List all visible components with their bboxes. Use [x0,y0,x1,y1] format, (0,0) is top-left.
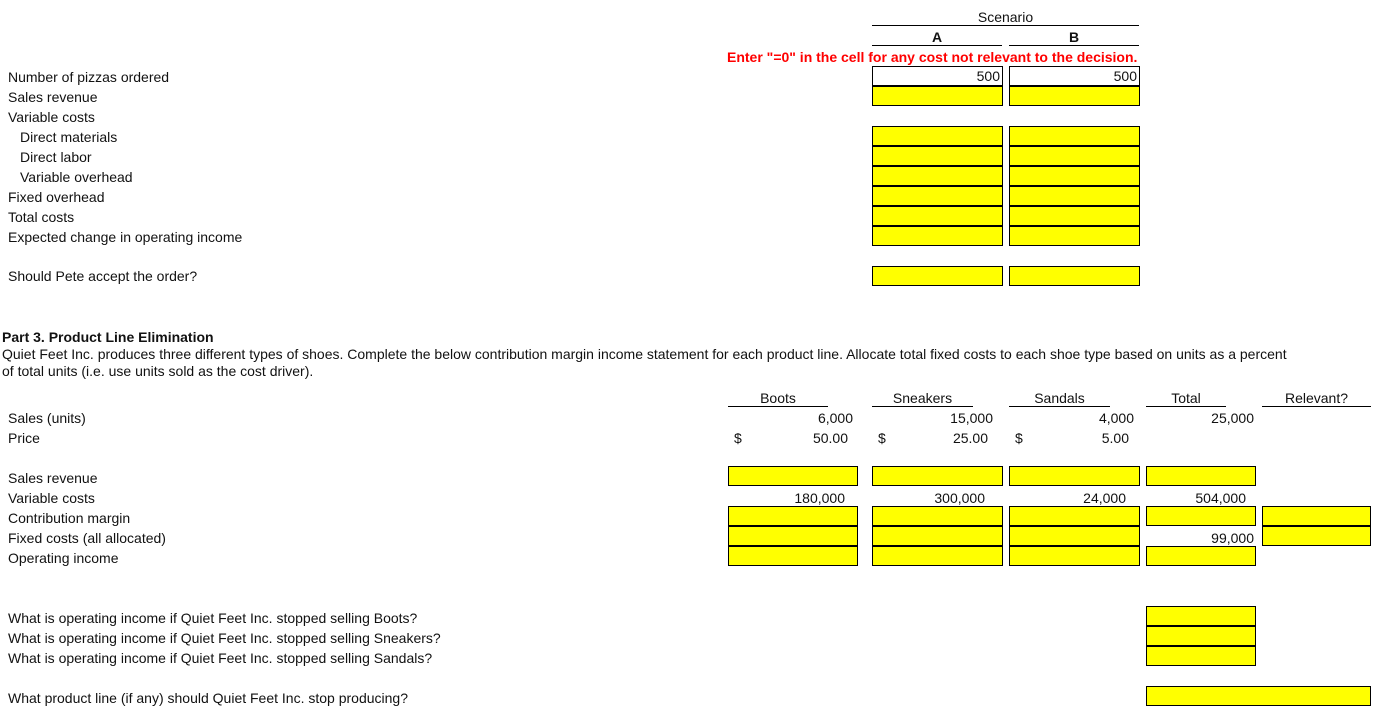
pizzas-a-input[interactable] [872,66,1003,86]
scenario-a-input[interactable] [872,186,1003,206]
currency-symbol: $ [1015,430,1023,446]
units-sneakers: 15,000 [950,410,993,426]
divider [1262,406,1371,407]
row-label: Number of pizzas ordered [8,69,170,85]
scenario-a-header: A [931,29,943,45]
column-header-boots: Boots [760,390,796,406]
part3-title: Part 3. Product Line Elimination [2,329,214,345]
question-answer-input[interactable] [1146,646,1256,666]
scenario-b-input[interactable] [1009,206,1140,226]
column-header-total: Total [1171,390,1201,406]
operating-income-input-boots[interactable] [728,546,858,566]
column-header-relevant: Relevant? [1284,390,1349,406]
divider [1009,406,1110,407]
instruction-text: Enter "=0" in the cell for any cost not relevant to the decision. [727,49,1138,65]
part3-description-2: of total units (i.e. use units sold as the cost driver). [2,363,314,379]
scenario-a-input[interactable] [872,146,1003,166]
scenario-b-input[interactable] [1009,226,1140,246]
operating-income-input-total[interactable] [1146,546,1256,566]
scenario-a-input[interactable] [872,206,1003,226]
scenario-b-input[interactable] [1009,126,1140,146]
sales-revenue-input-sandals[interactable] [1009,466,1140,486]
operating-income-input-sneakers[interactable] [872,546,1003,566]
row-label: Fixed overhead [8,189,105,205]
contribution-margin-input-sandals[interactable] [1009,506,1140,526]
price-sandals: 5.00 [1101,430,1129,446]
sales-revenue-input-boots[interactable] [728,466,858,486]
variable-costs-total: 504,000 [1195,490,1246,506]
fixed-costs-input-boots[interactable] [728,526,858,546]
row-label: Fixed costs (all allocated) [8,530,166,546]
row-label: Direct materials [20,129,118,145]
contribution-margin-input-sneakers[interactable] [872,506,1003,526]
question-label: What is operating income if Quiet Feet Inc. stopped selling Sandals? [8,650,433,666]
fixed-costs-total: 99,000 [1211,530,1254,546]
row-label: Variable costs [8,109,95,125]
column-header-sandals: Sandals [1034,390,1085,406]
currency-symbol: $ [878,430,886,446]
row-label: Operating income [8,550,119,566]
fixed-costs-input-sandals[interactable] [1009,526,1140,546]
column-header-sneakers: Sneakers [892,390,953,406]
accept-order-question: Should Pete accept the order? [8,268,198,284]
variable-costs-boots: 180,000 [794,490,845,506]
scenario-header: Scenario [977,9,1034,25]
question-label: What is operating income if Quiet Feet Inc. stopped selling Sneakers? [8,630,441,646]
divider [1009,45,1139,46]
row-label: Sales revenue [8,89,98,105]
row-label: Variable overhead [20,169,133,185]
question-label: What is operating income if Quiet Feet Inc. stopped selling Boots? [8,610,418,626]
row-label: Variable costs [8,490,95,506]
question-answer-input[interactable] [1146,626,1256,646]
contribution-margin-input-relevant[interactable] [1262,506,1371,526]
row-label: Direct labor [20,149,92,165]
scenario-a-input[interactable] [872,226,1003,246]
variable-costs-sandals: 24,000 [1083,490,1126,506]
scenario-a-input[interactable] [872,86,1003,106]
pizzas-b-value: 500 [1113,68,1137,84]
operating-income-input-sandals[interactable] [1009,546,1140,566]
variable-costs-sneakers: 300,000 [934,490,985,506]
scenario-a-input[interactable] [872,126,1003,146]
question-answer-input[interactable] [1146,606,1256,626]
final-answer-input[interactable] [1146,686,1371,706]
final-question-label: What product line (if any) should Quiet Feet Inc. stop producing? [8,690,408,706]
accept-b-input[interactable] [1009,266,1140,286]
pizzas-a-value: 500 [976,68,1000,84]
contribution-margin-input-total[interactable] [1146,506,1256,526]
scenario-b-input[interactable] [1009,146,1140,166]
divider [872,45,1002,46]
scenario-b-input[interactable] [1009,86,1140,106]
price-sneakers: 25.00 [952,430,988,446]
scenario-b-input[interactable] [1009,166,1140,186]
units-sandals: 4,000 [1098,410,1134,426]
divider [872,25,1139,26]
pizzas-b-input[interactable] [1009,66,1140,86]
accept-a-input[interactable] [872,266,1003,286]
scenario-b-input[interactable] [1009,186,1140,206]
scenario-b-header: B [1068,29,1080,45]
scenario-a-input[interactable] [872,166,1003,186]
contribution-margin-input-boots[interactable] [728,506,858,526]
row-label: Total costs [8,209,75,225]
divider [1146,406,1226,407]
currency-symbol: $ [734,430,742,446]
units-boots: 6,000 [817,410,853,426]
part3-description: Quiet Feet Inc. produces three different types of shoes. Complete the below contribution margin income statement for each product line. Allocate total fixed costs to each shoe type based on units as a percent [2,346,1287,362]
row-label: Sales revenue [8,470,98,486]
fixed-costs-input-sneakers[interactable] [872,526,1003,546]
row-label: Expected change in operating income [8,229,243,245]
price-boots: 50.00 [812,430,848,446]
row-label: Sales (units) [8,410,86,426]
divider [872,406,973,407]
row-label: Price [8,430,40,446]
row-label: Contribution margin [8,510,131,526]
fixed-costs-relevant-input[interactable] [1262,526,1371,546]
sales-revenue-input-sneakers[interactable] [872,466,1003,486]
divider [728,406,828,407]
sales-revenue-input-total[interactable] [1146,466,1256,486]
units-total: 25,000 [1211,410,1254,426]
